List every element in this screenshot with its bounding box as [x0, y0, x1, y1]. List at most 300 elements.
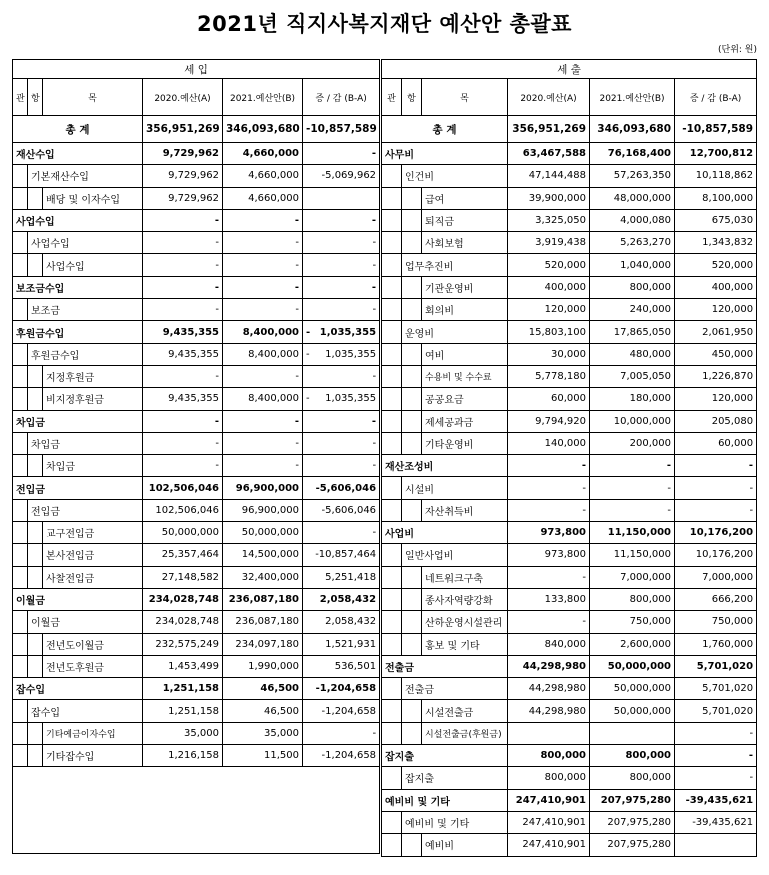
value-2021: 32,400,000 — [223, 566, 303, 588]
value-diff: -1,204,658 — [303, 745, 380, 767]
value-2021: 1,040,000 — [590, 254, 675, 276]
section-header-row — [13, 60, 380, 79]
value-2020: - — [143, 276, 223, 298]
value-2021: 4,660,000 — [223, 187, 303, 209]
value-diff: - — [303, 299, 380, 321]
table-row — [13, 633, 380, 655]
row-label: 잡지출 — [402, 767, 508, 789]
indent-cell — [382, 388, 402, 410]
table-row — [13, 410, 380, 432]
unit-label: (단위: 원) — [718, 45, 757, 55]
indent-cell — [402, 276, 422, 298]
indent-cell — [402, 566, 422, 588]
row-label: 보조금수입 — [13, 276, 143, 298]
row-label: 후원금수입 — [13, 321, 143, 343]
value-2021: 480,000 — [590, 343, 675, 365]
row-label: 사찰전입금 — [43, 566, 143, 588]
value-2021: 8,400,000 — [223, 388, 303, 410]
table-row — [382, 388, 757, 410]
value-2020: 232,575,249 — [143, 633, 223, 655]
row-label: 배당 및 이자수입 — [43, 187, 143, 209]
indent-cell — [382, 165, 402, 187]
empty-cell — [13, 767, 380, 789]
indent-cell — [382, 410, 402, 432]
column-header-diff: 증 / 감 (B-A) — [675, 79, 757, 116]
indent-cell — [28, 655, 43, 677]
indent-cell — [402, 343, 422, 365]
indent-cell — [382, 499, 402, 521]
table-row — [13, 143, 380, 165]
value-diff: - — [303, 722, 380, 744]
value-2021: 8,400,000 — [223, 343, 303, 365]
value-2021: 11,150,000 — [590, 522, 675, 544]
indent-cell — [28, 745, 43, 767]
table-row — [382, 655, 757, 677]
row-label: 지정후원금 — [43, 365, 143, 387]
indent-cell — [382, 477, 402, 499]
empty-cell — [13, 789, 380, 810]
value-diff: - — [303, 276, 380, 298]
value-2020: 356,951,269 — [508, 116, 590, 143]
table-row — [382, 722, 757, 744]
table-row — [13, 499, 380, 521]
value-2021: 207,975,280 — [590, 789, 675, 811]
value-2021 — [590, 722, 675, 744]
value-2020: - — [508, 611, 590, 633]
column-header-y2021: 2021.예산안(B) — [223, 79, 303, 116]
row-label: 기타운영비 — [422, 432, 508, 454]
section-title: 세 출 — [382, 60, 757, 79]
table-row — [13, 187, 380, 209]
table-row — [382, 745, 757, 767]
table-row — [382, 232, 757, 254]
indent-cell — [382, 321, 402, 343]
table-row — [13, 232, 380, 254]
value-diff: -1,204,658 — [303, 678, 380, 700]
indent-cell — [28, 388, 43, 410]
value-diff: - — [675, 745, 757, 767]
value-diff: - — [303, 365, 380, 387]
indent-cell — [382, 811, 402, 833]
value-2020: 9,729,962 — [143, 165, 223, 187]
value-2021: - — [223, 455, 303, 477]
value-2021: 180,000 — [590, 388, 675, 410]
value-diff: -10,857,464 — [303, 544, 380, 566]
value-2020: 9,435,355 — [143, 388, 223, 410]
value-2021: - — [223, 299, 303, 321]
table-row — [382, 633, 757, 655]
value-2021: - — [223, 254, 303, 276]
indent-cell — [402, 187, 422, 209]
indent-cell — [13, 655, 28, 677]
value-2020: 9,435,355 — [143, 321, 223, 343]
value-diff: 60,000 — [675, 432, 757, 454]
row-label: 인건비 — [402, 165, 508, 187]
value-2021: 207,975,280 — [590, 834, 675, 856]
indent-cell — [402, 834, 422, 856]
value-2021: 4,660,000 — [223, 165, 303, 187]
row-label: 이월금 — [28, 611, 143, 633]
value-diff — [303, 321, 380, 343]
value-diff: 2,061,950 — [675, 321, 757, 343]
column-header-y2020: 2020.예산(A) — [508, 79, 590, 116]
column-header-y2021: 2021.예산안(B) — [590, 79, 675, 116]
table-row — [13, 276, 380, 298]
value-diff: - — [303, 432, 380, 454]
value-2021: 4,000,080 — [590, 209, 675, 231]
value-2021: - — [590, 499, 675, 521]
row-label: 사업수입 — [13, 209, 143, 231]
row-label: 본사전입금 — [43, 544, 143, 566]
value-2021: 50,000,000 — [590, 678, 675, 700]
column-header-y2020: 2020.예산(A) — [143, 79, 223, 116]
column-header-mok: 목 — [43, 79, 143, 116]
value-2021: 46,500 — [223, 700, 303, 722]
table-row — [382, 789, 757, 811]
table-row — [382, 455, 757, 477]
table-row — [13, 343, 380, 365]
value-2020: - — [143, 232, 223, 254]
value-2021: 50,000,000 — [590, 700, 675, 722]
table-row — [382, 522, 757, 544]
row-label: 자산취득비 — [422, 499, 508, 521]
indent-cell — [28, 544, 43, 566]
value-2020: 44,298,980 — [508, 678, 590, 700]
indent-cell — [382, 722, 402, 744]
indent-cell — [13, 566, 28, 588]
row-label: 사회보험 — [422, 232, 508, 254]
indent-cell — [13, 745, 28, 767]
table-row — [13, 655, 380, 677]
value-2020: 973,800 — [508, 544, 590, 566]
value-2020: 5,778,180 — [508, 365, 590, 387]
row-label: 예비비 — [422, 834, 508, 856]
indent-cell — [13, 187, 28, 209]
table-row — [13, 321, 380, 343]
row-label: 전입금 — [13, 477, 143, 499]
table-row — [13, 745, 380, 767]
table-row — [382, 276, 757, 298]
indent-cell — [13, 232, 28, 254]
table-row — [382, 432, 757, 454]
indent-cell — [382, 633, 402, 655]
value-2020: 400,000 — [508, 276, 590, 298]
indent-cell — [402, 388, 422, 410]
value-diff: 10,176,200 — [675, 522, 757, 544]
indent-cell — [402, 209, 422, 231]
value-2020: 3,919,438 — [508, 232, 590, 254]
indent-cell — [382, 254, 402, 276]
row-label: 사업수입 — [28, 232, 143, 254]
table-row — [13, 299, 380, 321]
row-label: 회의비 — [422, 299, 508, 321]
diff-value: 1,035,355 — [325, 348, 377, 360]
value-diff: 205,080 — [675, 410, 757, 432]
row-label: 예비비 및 기타 — [382, 789, 508, 811]
indent-cell — [402, 700, 422, 722]
table-row — [13, 522, 380, 544]
value-2020: 47,144,488 — [508, 165, 590, 187]
value-diff — [303, 187, 380, 209]
value-2021: 10,000,000 — [590, 410, 675, 432]
table-row — [382, 143, 757, 165]
table-row — [382, 588, 757, 610]
table-row — [13, 588, 380, 610]
table-row — [382, 499, 757, 521]
row-label: 총 계 — [13, 116, 143, 143]
value-diff: - — [303, 209, 380, 231]
table-row — [13, 611, 380, 633]
value-2021: 1,990,000 — [223, 655, 303, 677]
value-2021: - — [223, 432, 303, 454]
value-2020: 1,251,158 — [143, 678, 223, 700]
table-row — [13, 209, 380, 231]
value-2021: 5,263,270 — [590, 232, 675, 254]
value-2020: 50,000,000 — [143, 522, 223, 544]
row-label: 산하운영시설관리 — [422, 611, 508, 633]
value-2020: 102,506,046 — [143, 499, 223, 521]
column-header-row — [382, 79, 757, 116]
value-2020: 133,800 — [508, 588, 590, 610]
table-row — [382, 254, 757, 276]
value-diff — [303, 388, 380, 410]
indent-cell — [402, 299, 422, 321]
value-diff: 2,058,432 — [303, 611, 380, 633]
table-row — [382, 187, 757, 209]
value-2020: 520,000 — [508, 254, 590, 276]
row-label: 기타잡수입 — [43, 745, 143, 767]
indent-cell — [382, 187, 402, 209]
indent-cell — [402, 633, 422, 655]
value-diff: - — [303, 232, 380, 254]
value-2021: - — [223, 410, 303, 432]
row-label: 잡수입 — [28, 700, 143, 722]
value-2021: 2,600,000 — [590, 633, 675, 655]
indent-cell — [13, 522, 28, 544]
row-label: 차입금 — [28, 432, 143, 454]
value-diff: - — [675, 499, 757, 521]
indent-cell — [382, 276, 402, 298]
column-header-row — [13, 79, 380, 116]
row-label: 기본재산수입 — [28, 165, 143, 187]
indent-cell — [13, 611, 28, 633]
value-2021: 346,093,680 — [223, 116, 303, 143]
value-2020: 9,729,962 — [143, 187, 223, 209]
value-2021: 800,000 — [590, 767, 675, 789]
value-2020: - — [143, 365, 223, 387]
table-row — [13, 254, 380, 276]
value-2021: 96,900,000 — [223, 477, 303, 499]
row-label: 퇴직금 — [422, 209, 508, 231]
section-title: 세 입 — [13, 60, 380, 79]
indent-cell — [382, 209, 402, 231]
value-2020: 9,794,920 — [508, 410, 590, 432]
row-label: 수용비 및 수수료 — [422, 365, 508, 387]
row-label: 재산수입 — [13, 143, 143, 165]
value-2020: - — [143, 455, 223, 477]
table-row — [382, 299, 757, 321]
indent-cell — [382, 365, 402, 387]
indent-cell — [13, 499, 28, 521]
total-row — [13, 116, 380, 143]
value-2020: 234,028,748 — [143, 611, 223, 633]
value-diff — [675, 834, 757, 856]
value-2020: 247,410,901 — [508, 811, 590, 833]
table-row — [382, 343, 757, 365]
value-2020: 3,325,050 — [508, 209, 590, 231]
indent-cell — [13, 633, 28, 655]
value-2021: 35,000 — [223, 722, 303, 744]
value-2021: - — [590, 455, 675, 477]
value-diff: -5,606,046 — [303, 499, 380, 521]
value-2021: - — [223, 209, 303, 231]
value-2020: - — [143, 209, 223, 231]
indent-cell — [13, 700, 28, 722]
value-2021: 800,000 — [590, 276, 675, 298]
value-2020: - — [143, 299, 223, 321]
value-2020: 27,148,582 — [143, 566, 223, 588]
empty-cell — [13, 810, 380, 831]
table-row — [13, 722, 380, 744]
value-2020: - — [508, 477, 590, 499]
table-row — [382, 611, 757, 633]
value-diff: 10,176,200 — [675, 544, 757, 566]
value-2021: 800,000 — [590, 588, 675, 610]
column-header-mok: 목 — [422, 79, 508, 116]
indent-cell — [13, 455, 28, 477]
indent-cell — [28, 187, 43, 209]
value-2020: 140,000 — [508, 432, 590, 454]
value-diff: - — [675, 477, 757, 499]
table-row — [382, 410, 757, 432]
value-2021: 50,000,000 — [590, 655, 675, 677]
row-label: 사업비 — [382, 522, 508, 544]
value-diff: 120,000 — [675, 299, 757, 321]
value-2021: 96,900,000 — [223, 499, 303, 521]
diff-value: 1,035,355 — [325, 393, 377, 405]
indent-cell — [13, 432, 28, 454]
value-2020: 247,410,901 — [508, 789, 590, 811]
indent-cell — [13, 365, 28, 387]
table-row — [382, 321, 757, 343]
value-2020: - — [508, 566, 590, 588]
value-2020: 63,467,588 — [508, 143, 590, 165]
empty-row — [13, 810, 380, 831]
row-label: 차입금 — [13, 410, 143, 432]
row-label: 재산조성비 — [382, 455, 508, 477]
indent-cell — [382, 566, 402, 588]
value-diff: 5,701,020 — [675, 678, 757, 700]
value-2020: 35,000 — [143, 722, 223, 744]
value-diff: -10,857,589 — [303, 116, 380, 143]
indent-cell — [13, 544, 28, 566]
value-2021: 7,005,050 — [590, 365, 675, 387]
value-diff: - — [303, 254, 380, 276]
indent-cell — [402, 432, 422, 454]
value-2021: 207,975,280 — [590, 811, 675, 833]
value-2020: - — [508, 455, 590, 477]
value-2021: 8,400,000 — [223, 321, 303, 343]
value-diff: - — [303, 410, 380, 432]
table-row — [382, 365, 757, 387]
row-label: 사무비 — [382, 143, 508, 165]
value-diff: 2,058,432 — [303, 588, 380, 610]
table-row — [382, 477, 757, 499]
row-label: 시설전출금(후원금) — [422, 722, 508, 744]
diff-prefix: - — [306, 348, 310, 360]
table-row — [382, 678, 757, 700]
empty-row — [13, 789, 380, 810]
row-label: 예비비 및 기타 — [402, 811, 508, 833]
value-diff: - — [675, 767, 757, 789]
value-2020: 9,729,962 — [143, 143, 223, 165]
value-2020: 1,453,499 — [143, 655, 223, 677]
indent-cell — [382, 343, 402, 365]
value-diff: 12,700,812 — [675, 143, 757, 165]
empty-row — [13, 831, 380, 853]
row-label: 총 계 — [382, 116, 508, 143]
value-2021: - — [223, 232, 303, 254]
value-diff: -39,435,621 — [675, 789, 757, 811]
indent-cell — [13, 254, 28, 276]
indent-cell — [28, 633, 43, 655]
column-header-hang: 항 — [28, 79, 43, 116]
indent-cell — [382, 588, 402, 610]
table-row — [382, 209, 757, 231]
value-2020: 44,298,980 — [508, 655, 590, 677]
indent-cell — [13, 299, 28, 321]
indent-cell — [402, 588, 422, 610]
diff-prefix: - — [306, 393, 310, 405]
value-2021: 234,097,180 — [223, 633, 303, 655]
row-label: 제세공과금 — [422, 410, 508, 432]
value-2020: 60,000 — [508, 388, 590, 410]
value-2020: - — [143, 410, 223, 432]
value-2020: 9,435,355 — [143, 343, 223, 365]
value-2020: 15,803,100 — [508, 321, 590, 343]
indent-cell — [28, 254, 43, 276]
table-row — [382, 767, 757, 789]
row-label: 기타예금이자수입 — [43, 722, 143, 744]
value-diff: 1,343,832 — [675, 232, 757, 254]
table-row — [13, 165, 380, 187]
row-label: 전년도후원금 — [43, 655, 143, 677]
row-label: 일반사업비 — [402, 544, 508, 566]
value-diff: 7,000,000 — [675, 566, 757, 588]
section-header-row — [382, 60, 757, 79]
expense-table — [381, 59, 757, 857]
value-2020: 840,000 — [508, 633, 590, 655]
value-2020: 44,298,980 — [508, 700, 590, 722]
income-table — [12, 59, 380, 854]
value-diff: 666,200 — [675, 588, 757, 610]
indent-cell — [402, 232, 422, 254]
column-header-diff: 증 / 감 (B-A) — [303, 79, 380, 116]
table-row — [382, 566, 757, 588]
value-2021: 50,000,000 — [223, 522, 303, 544]
value-diff: 1,760,000 — [675, 633, 757, 655]
value-diff: - — [303, 522, 380, 544]
indent-cell — [382, 432, 402, 454]
value-2021: 57,263,350 — [590, 165, 675, 187]
column-header-hang: 항 — [402, 79, 422, 116]
row-label: 보조금 — [28, 299, 143, 321]
row-label: 네트워크구축 — [422, 566, 508, 588]
value-2021: 236,087,180 — [223, 611, 303, 633]
empty-cell — [13, 831, 380, 853]
table-row — [13, 365, 380, 387]
value-diff: 400,000 — [675, 276, 757, 298]
